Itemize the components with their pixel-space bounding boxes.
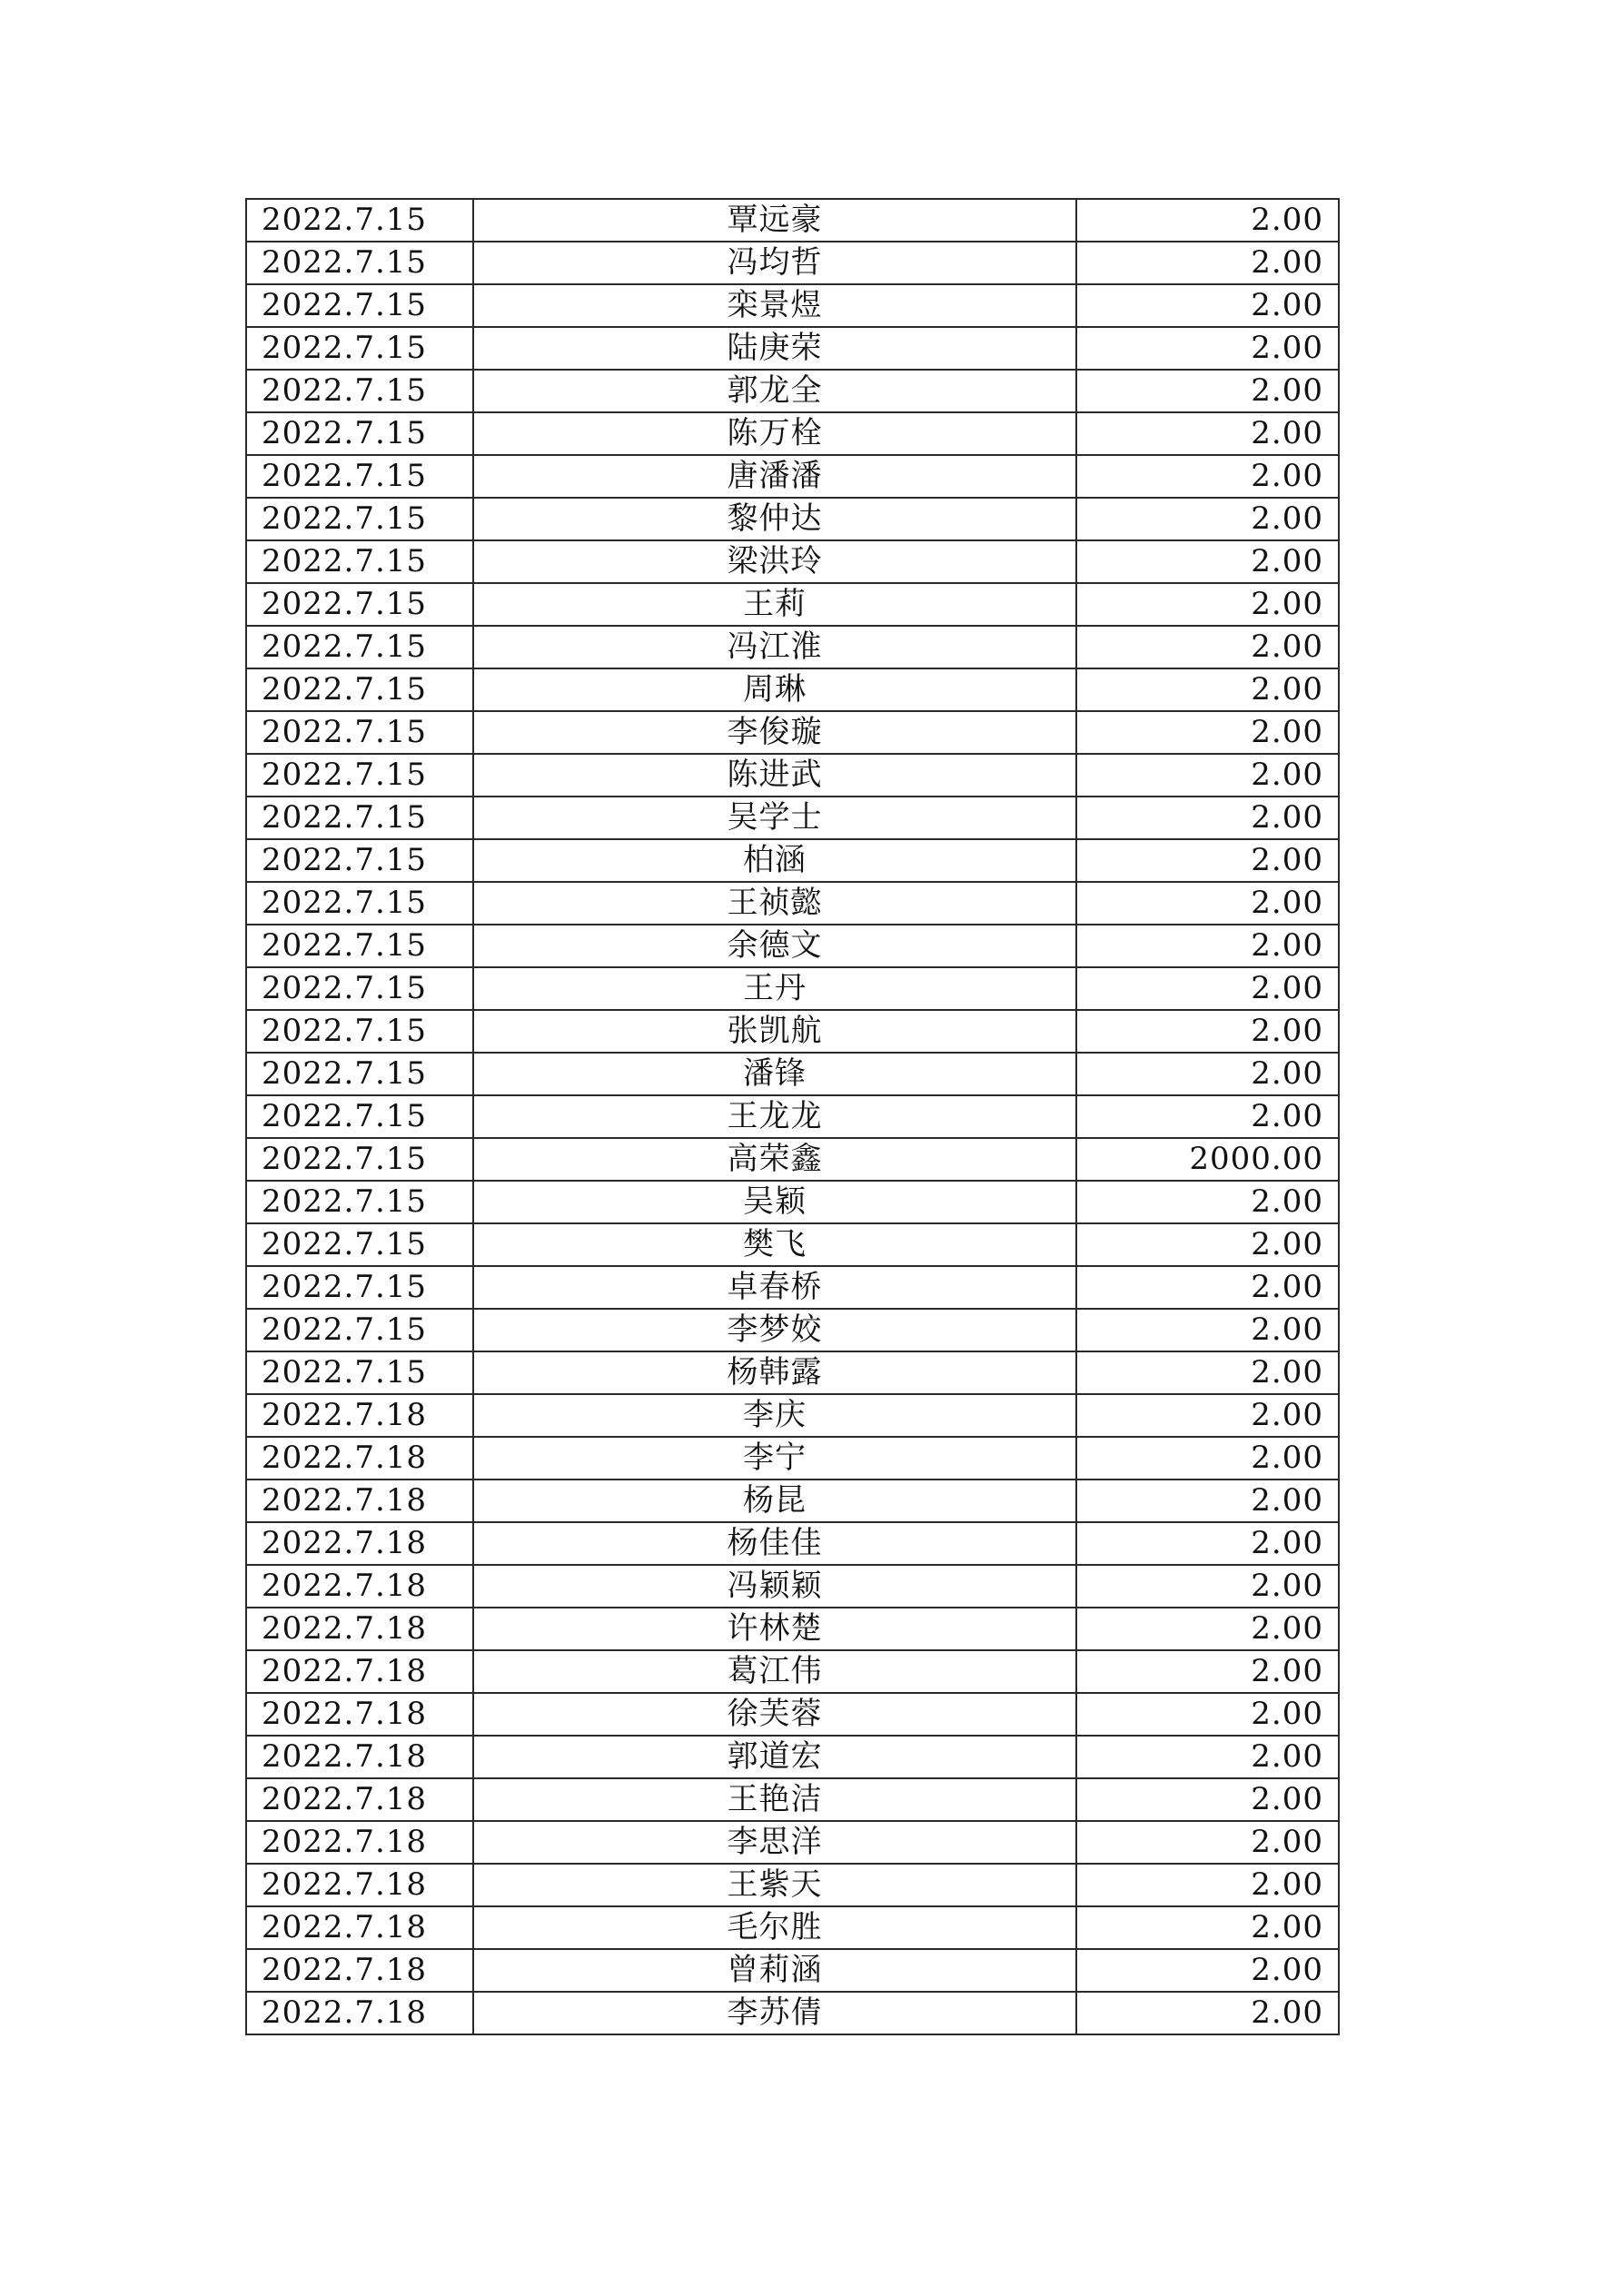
date-cell: 2022.7.18 (246, 1480, 473, 1522)
name-cell: 樊飞 (473, 1223, 1076, 1266)
date-cell: 2022.7.15 (246, 1181, 473, 1223)
table-row (246, 370, 1339, 412)
amount-cell: 2.00 (1076, 668, 1339, 711)
table-row (246, 1736, 1339, 1778)
amount-cell: 2.00 (1076, 882, 1339, 925)
table-row (246, 455, 1339, 498)
name-cell: 曾莉涵 (473, 1949, 1076, 1992)
name-cell: 卓春桥 (473, 1266, 1076, 1309)
amount-cell: 2.00 (1076, 1565, 1339, 1608)
amount-cell: 2.00 (1076, 754, 1339, 797)
table-row (246, 1565, 1339, 1608)
amount-cell: 2.00 (1076, 1821, 1339, 1864)
name-cell: 张凯航 (473, 1010, 1076, 1053)
amount-cell: 2.00 (1076, 1351, 1339, 1394)
name-cell: 李宁 (473, 1437, 1076, 1480)
amount-cell: 2.00 (1076, 455, 1339, 498)
table-row (246, 1949, 1339, 1992)
table-row (246, 583, 1339, 626)
amount-cell: 2.00 (1076, 1608, 1339, 1650)
amount-cell: 2.00 (1076, 1992, 1339, 2034)
amount-cell: 2.00 (1076, 711, 1339, 754)
name-cell: 高荣鑫 (473, 1138, 1076, 1181)
table-row (246, 1266, 1339, 1309)
date-cell: 2022.7.15 (246, 711, 473, 754)
date-cell: 2022.7.15 (246, 284, 473, 327)
name-cell: 梁洪玲 (473, 540, 1076, 583)
date-cell: 2022.7.18 (246, 1565, 473, 1608)
amount-cell: 2.00 (1076, 1650, 1339, 1693)
amount-cell: 2.00 (1076, 1394, 1339, 1437)
date-cell: 2022.7.15 (246, 1053, 473, 1095)
date-cell: 2022.7.15 (246, 370, 473, 412)
date-cell: 2022.7.15 (246, 668, 473, 711)
name-cell: 覃远豪 (473, 199, 1076, 242)
amount-cell: 2.00 (1076, 1480, 1339, 1522)
date-cell: 2022.7.18 (246, 1522, 473, 1565)
table-row (246, 668, 1339, 711)
date-cell: 2022.7.15 (246, 1010, 473, 1053)
name-cell: 李梦姣 (473, 1309, 1076, 1351)
table-row (246, 1480, 1339, 1522)
name-cell: 杨韩露 (473, 1351, 1076, 1394)
date-cell: 2022.7.18 (246, 1949, 473, 1992)
name-cell: 杨昆 (473, 1480, 1076, 1522)
amount-cell: 2.00 (1076, 839, 1339, 882)
name-cell: 陈进武 (473, 754, 1076, 797)
table-row (246, 199, 1339, 242)
date-cell: 2022.7.15 (246, 455, 473, 498)
date-cell: 2022.7.18 (246, 1778, 473, 1821)
name-cell: 冯江淮 (473, 626, 1076, 668)
table-row (246, 839, 1339, 882)
table-row (246, 1821, 1339, 1864)
table-row (246, 1095, 1339, 1138)
amount-cell: 2.00 (1076, 1053, 1339, 1095)
date-cell: 2022.7.18 (246, 1608, 473, 1650)
date-cell: 2022.7.15 (246, 797, 473, 839)
table-row (246, 754, 1339, 797)
name-cell: 黎仲达 (473, 498, 1076, 540)
table-row (246, 1693, 1339, 1736)
date-cell: 2022.7.15 (246, 1223, 473, 1266)
date-cell: 2022.7.18 (246, 1693, 473, 1736)
name-cell: 李俊璇 (473, 711, 1076, 754)
donation-table (245, 198, 1340, 2035)
amount-cell: 2.00 (1076, 1223, 1339, 1266)
table-row (246, 797, 1339, 839)
name-cell: 许林楚 (473, 1608, 1076, 1650)
table-row (246, 327, 1339, 370)
date-cell: 2022.7.18 (246, 1437, 473, 1480)
table-row (246, 626, 1339, 668)
date-cell: 2022.7.15 (246, 583, 473, 626)
name-cell: 王紫天 (473, 1864, 1076, 1906)
table-row (246, 1437, 1339, 1480)
date-cell: 2022.7.15 (246, 754, 473, 797)
amount-cell: 2.00 (1076, 1949, 1339, 1992)
date-cell: 2022.7.15 (246, 242, 473, 284)
date-cell: 2022.7.15 (246, 1095, 473, 1138)
date-cell: 2022.7.18 (246, 1736, 473, 1778)
date-cell: 2022.7.15 (246, 882, 473, 925)
date-cell: 2022.7.15 (246, 626, 473, 668)
amount-cell: 2.00 (1076, 242, 1339, 284)
name-cell: 王祯懿 (473, 882, 1076, 925)
amount-cell: 2.00 (1076, 1906, 1339, 1949)
table-row (246, 1010, 1339, 1053)
name-cell: 冯均哲 (473, 242, 1076, 284)
date-cell: 2022.7.15 (246, 1351, 473, 1394)
amount-cell: 2.00 (1076, 1181, 1339, 1223)
name-cell: 栾景煜 (473, 284, 1076, 327)
amount-cell: 2.00 (1076, 412, 1339, 455)
table-body (246, 199, 1339, 2034)
date-cell: 2022.7.15 (246, 540, 473, 583)
name-cell: 李思洋 (473, 1821, 1076, 1864)
table-row (246, 925, 1339, 967)
table-row (246, 1181, 1339, 1223)
amount-cell: 2000.00 (1076, 1138, 1339, 1181)
amount-cell: 2.00 (1076, 1266, 1339, 1309)
table-row (246, 498, 1339, 540)
table-row (246, 284, 1339, 327)
date-cell: 2022.7.15 (246, 1138, 473, 1181)
amount-cell: 2.00 (1076, 370, 1339, 412)
date-cell: 2022.7.18 (246, 1394, 473, 1437)
table-row (246, 242, 1339, 284)
amount-cell: 2.00 (1076, 540, 1339, 583)
table-row (246, 1522, 1339, 1565)
table-row (246, 1053, 1339, 1095)
name-cell: 郭龙全 (473, 370, 1076, 412)
name-cell: 吴学士 (473, 797, 1076, 839)
amount-cell: 2.00 (1076, 1010, 1339, 1053)
name-cell: 毛尔胜 (473, 1906, 1076, 1949)
date-cell: 2022.7.18 (246, 1650, 473, 1693)
table-row (246, 1394, 1339, 1437)
table-row (246, 967, 1339, 1010)
name-cell: 陆庚荣 (473, 327, 1076, 370)
amount-cell: 2.00 (1076, 967, 1339, 1010)
name-cell: 徐芙蓉 (473, 1693, 1076, 1736)
table-row (246, 1309, 1339, 1351)
date-cell: 2022.7.15 (246, 1309, 473, 1351)
table-row (246, 1138, 1339, 1181)
amount-cell: 2.00 (1076, 1693, 1339, 1736)
amount-cell: 2.00 (1076, 1864, 1339, 1906)
name-cell: 余德文 (473, 925, 1076, 967)
amount-cell: 2.00 (1076, 1437, 1339, 1480)
name-cell: 王艳洁 (473, 1778, 1076, 1821)
amount-cell: 2.00 (1076, 1309, 1339, 1351)
table-row (246, 1351, 1339, 1394)
amount-cell: 2.00 (1076, 1736, 1339, 1778)
name-cell: 李苏倩 (473, 1992, 1076, 2034)
name-cell: 周琳 (473, 668, 1076, 711)
name-cell: 李庆 (473, 1394, 1076, 1437)
name-cell: 王龙龙 (473, 1095, 1076, 1138)
table-row (246, 1608, 1339, 1650)
table-row (246, 1778, 1339, 1821)
table-row (246, 882, 1339, 925)
date-cell: 2022.7.15 (246, 412, 473, 455)
date-cell: 2022.7.18 (246, 1864, 473, 1906)
name-cell: 吴颖 (473, 1181, 1076, 1223)
name-cell: 郭道宏 (473, 1736, 1076, 1778)
date-cell: 2022.7.15 (246, 1266, 473, 1309)
amount-cell: 2.00 (1076, 797, 1339, 839)
date-cell: 2022.7.15 (246, 967, 473, 1010)
date-cell: 2022.7.18 (246, 1992, 473, 2034)
amount-cell: 2.00 (1076, 327, 1339, 370)
name-cell: 潘锋 (473, 1053, 1076, 1095)
amount-cell: 2.00 (1076, 498, 1339, 540)
name-cell: 葛江伟 (473, 1650, 1076, 1693)
date-cell: 2022.7.18 (246, 1906, 473, 1949)
date-cell: 2022.7.15 (246, 839, 473, 882)
amount-cell: 2.00 (1076, 1522, 1339, 1565)
table-row (246, 412, 1339, 455)
table-row (246, 1223, 1339, 1266)
date-cell: 2022.7.15 (246, 925, 473, 967)
date-cell: 2022.7.18 (246, 1821, 473, 1864)
name-cell: 王丹 (473, 967, 1076, 1010)
date-cell: 2022.7.15 (246, 498, 473, 540)
amount-cell: 2.00 (1076, 199, 1339, 242)
name-cell: 杨佳佳 (473, 1522, 1076, 1565)
amount-cell: 2.00 (1076, 626, 1339, 668)
amount-cell: 2.00 (1076, 284, 1339, 327)
date-cell: 2022.7.15 (246, 327, 473, 370)
table-row (246, 1650, 1339, 1693)
name-cell: 唐潘潘 (473, 455, 1076, 498)
table-row (246, 1992, 1339, 2034)
amount-cell: 2.00 (1076, 1778, 1339, 1821)
amount-cell: 2.00 (1076, 583, 1339, 626)
name-cell: 陈万栓 (473, 412, 1076, 455)
name-cell: 冯颖颖 (473, 1565, 1076, 1608)
name-cell: 王莉 (473, 583, 1076, 626)
date-cell: 2022.7.15 (246, 199, 473, 242)
amount-cell: 2.00 (1076, 925, 1339, 967)
amount-cell: 2.00 (1076, 1095, 1339, 1138)
table-row (246, 711, 1339, 754)
name-cell: 柏涵 (473, 839, 1076, 882)
table-row (246, 540, 1339, 583)
table-row (246, 1864, 1339, 1906)
table-row (246, 1906, 1339, 1949)
